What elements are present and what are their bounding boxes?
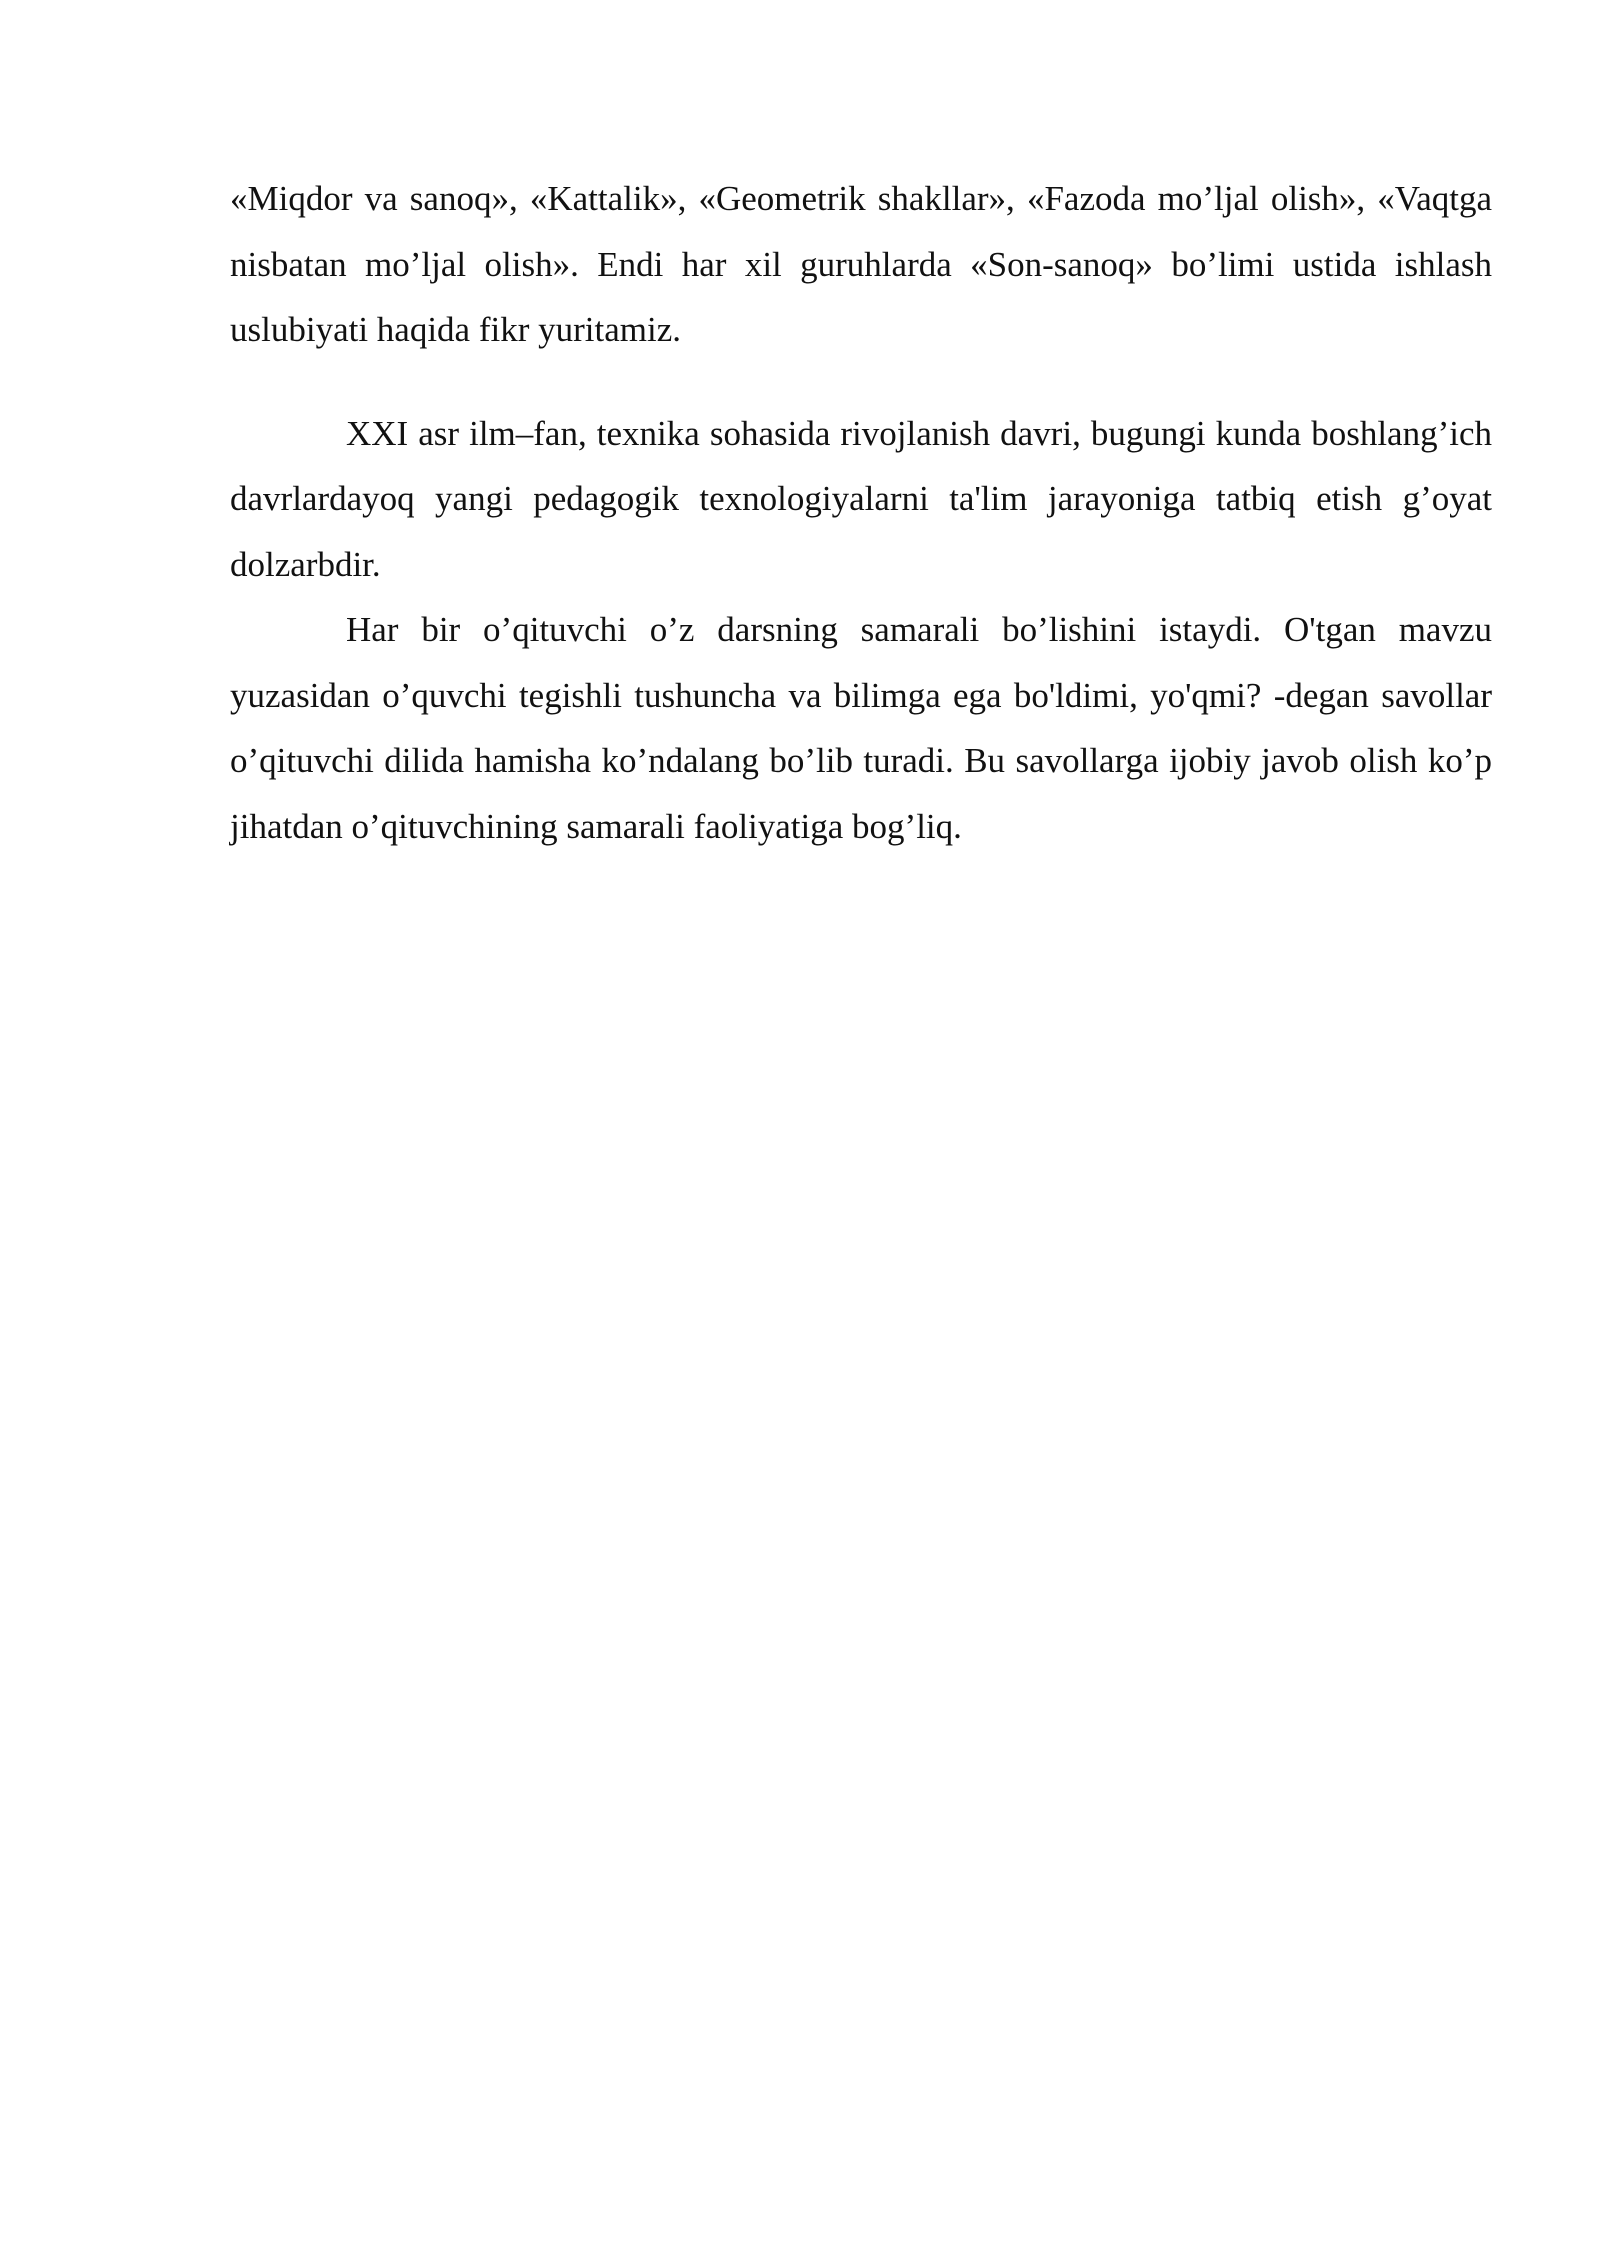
document-body xyxy=(230,166,1492,859)
paragraph-xxi-century: XXI asr ilm–fan, texnika sohasida rivojlanish davri, bugungi kunda boshlang’ich davrlardayoq yangi pedagogik texnologiyalarni ta'lim jarayoniga tatbiq etish g’oyat dolzarbdir. xyxy=(230,413,1492,584)
paragraph-teacher-goal: Har bir o’qituvchi o’z darsning samarali bo’lishini istaydi. O'tgan mavzu yuzasidan o’quvchi tegishli tushuncha va bilimga ega bo'ldimi, yo'qmi? -degan savollar o’qituvchi dilida hamisha ko’ndalang bo’lib turadi. Bu savollarga ijobiy javob olish ko’p jihatdan o’qituvchining samarali faoliyatiga bog’liq. xyxy=(230,610,1492,846)
paragraph-continuation: «Miqdor va sanoq», «Kattalik», «Geometrik shakllar», «Fazoda mo’ljal olish», «Vaqtga nisbatan mo’ljal olish». Endi har xil guruhlarda «Son-sanoq» bo’limi ustida ishlash uslubiyati haqida fikr yuritamiz. xyxy=(230,179,1492,349)
